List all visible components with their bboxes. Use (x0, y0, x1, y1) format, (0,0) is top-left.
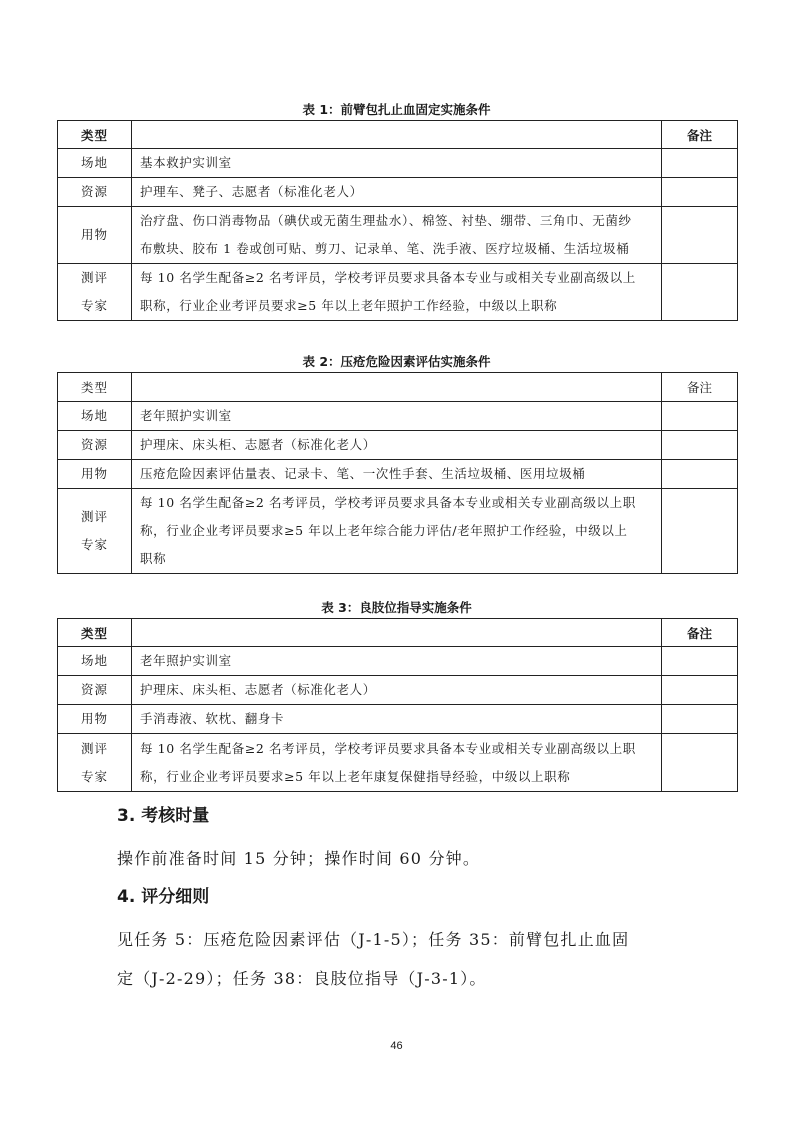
table2 (57, 372, 738, 574)
row-content (132, 734, 662, 792)
header-note: 备注 (662, 121, 738, 149)
table-row (58, 676, 738, 705)
row-label (58, 207, 132, 264)
header-type: 类型 (58, 619, 132, 647)
row-label (58, 705, 132, 734)
content-line: 每 10 名学生配备≥2 名考评员，学校考评员要求具备本专业或相关专业副高级以上职 (140, 495, 636, 510)
row-content (132, 647, 662, 676)
table-row (58, 264, 738, 321)
table-row (58, 460, 738, 489)
content-line: 护理车、凳子、志愿者（标准化老人） (140, 184, 363, 199)
content-line: 布敷块、胶布 1 卷或创可贴、剪刀、记录单、笔、洗手液、医疗垃圾桶、生活垃圾桶 (140, 241, 630, 256)
row-content (132, 460, 662, 489)
table1 (57, 120, 738, 321)
content-line: 职称 (140, 551, 167, 566)
row-content (132, 178, 662, 207)
label-line: 资源 (80, 184, 108, 199)
section4-heading: 4. 评分细则 (117, 887, 210, 907)
header-blank (132, 619, 662, 647)
header-blank (132, 373, 662, 402)
table-row (58, 402, 738, 431)
table-header-row (58, 121, 738, 149)
header-type: 类型 (58, 121, 132, 149)
label-line: 场地 (80, 653, 108, 668)
row-label (58, 149, 132, 178)
row-note (662, 431, 738, 460)
content-line: 职称，行业企业考评员要求≥5 年以上老年照护工作经验，中级以上职称 (140, 298, 558, 313)
table-row (58, 178, 738, 207)
row-content (132, 489, 662, 574)
row-content (132, 207, 662, 264)
content-line: 老年照护实训室 (140, 653, 232, 668)
content-line: 称，行业企业考评员要求≥5 年以上老年康复保健指导经验，中级以上职称 (140, 768, 571, 784)
table3 (57, 618, 738, 792)
row-content (132, 149, 662, 178)
content-line: 护理床、床头柜、志愿者（标准化老人） (140, 437, 376, 452)
content-line: 每 10 名学生配备≥2 名考评员，学校考评员要求具备本专业与或相关专业副高级以上 (140, 270, 636, 285)
header-note: 备注 (662, 619, 738, 647)
label-line: 用物 (80, 466, 108, 481)
row-label (58, 460, 132, 489)
row-note (662, 489, 738, 574)
label-line: 用物 (80, 711, 108, 726)
row-content (132, 431, 662, 460)
row-note (662, 705, 738, 734)
row-content (132, 402, 662, 431)
header-type: 类型 (58, 373, 132, 402)
table-row (58, 705, 738, 734)
row-note (662, 402, 738, 431)
label-line: 测评 (80, 509, 108, 524)
row-note (662, 149, 738, 178)
table-header-row (58, 619, 738, 647)
table-row (58, 489, 738, 574)
section4-line: 定（J-2-29）；任务 38：良肢位指导（J-3-1）。 (117, 969, 487, 988)
label-line: 用物 (80, 227, 108, 242)
label-line: 场地 (80, 408, 108, 423)
row-content (132, 705, 662, 734)
content-line: 称，行业企业考评员要求≥5 年以上老年综合能力评估/老年照护工作经验，中级以上 (140, 523, 628, 538)
row-label (58, 647, 132, 676)
table-row (58, 647, 738, 676)
label-line: 测评 (80, 740, 108, 756)
table2-title: 表 2：压疮危险因素评估实施条件 (302, 354, 491, 369)
label-line: 场地 (80, 155, 108, 170)
row-label (58, 402, 132, 431)
table-row (58, 207, 738, 264)
header-note: 备注 (662, 373, 738, 402)
label-line: 资源 (80, 682, 108, 697)
table-row (58, 431, 738, 460)
row-note (662, 676, 738, 705)
row-label (58, 431, 132, 460)
section3-text: 操作前准备时间 15 分钟；操作时间 60 分钟。 (117, 849, 481, 868)
label-line: 专家 (80, 768, 108, 784)
content-line: 压疮危险因素评估量表、记录卡、笔、一次性手套、生活垃圾桶、医用垃圾桶 (140, 466, 586, 481)
row-label (58, 264, 132, 321)
content-line: 手消毒液、软枕、翻身卡 (140, 711, 285, 726)
label-line: 专家 (80, 537, 108, 552)
header-blank (132, 121, 662, 149)
content-line: 治疗盘、伤口消毒物品（碘伏或无菌生理盐水）、棉签、衬垫、绷带、三角巾、无菌纱 (140, 213, 632, 228)
row-note (662, 734, 738, 792)
row-note (662, 178, 738, 207)
page-number: 46 (390, 1040, 403, 1052)
table1-title: 表 1：前臂包扎止血固定实施条件 (302, 102, 491, 117)
table-row (58, 734, 738, 792)
section4-line: 见任务 5：压疮危险因素评估（J-1-5）；任务 35：前臂包扎止血固 (117, 930, 630, 949)
row-label (58, 489, 132, 574)
row-note (662, 207, 738, 264)
table-header-row (58, 373, 738, 402)
row-note (662, 460, 738, 489)
row-label (58, 676, 132, 705)
content-line: 每 10 名学生配备≥2 名考评员，学校考评员要求具备本专业或相关专业副高级以上职 (140, 740, 636, 756)
row-content (132, 676, 662, 705)
row-note (662, 647, 738, 676)
content-line: 护理床、床头柜、志愿者（标准化老人） (140, 682, 376, 697)
label-line: 专家 (80, 298, 108, 313)
content-line: 老年照护实训室 (140, 408, 232, 423)
row-label (58, 178, 132, 207)
row-note (662, 264, 738, 321)
label-line: 资源 (80, 437, 108, 452)
table3-title: 表 3：良肢位指导实施条件 (321, 600, 472, 615)
section3-heading: 3. 考核时量 (117, 806, 210, 826)
row-label (58, 734, 132, 792)
label-line: 测评 (80, 270, 108, 285)
row-content (132, 264, 662, 321)
content-line: 基本救护实训室 (140, 155, 232, 170)
table-row (58, 149, 738, 178)
